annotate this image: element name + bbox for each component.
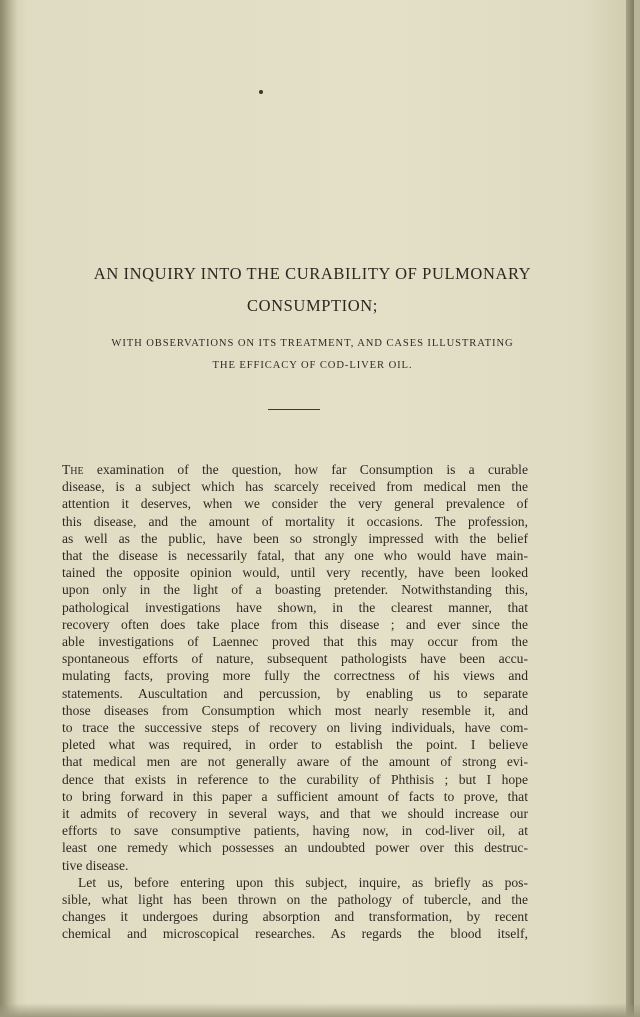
- binding-gutter-shadow: [0, 0, 18, 1017]
- paragraph-line: Let us, before entering upon this subject, inquire, as briefly as pos-: [78, 874, 528, 890]
- paragraph-line: pleted what was required, in order to establish the point. I believe: [62, 737, 528, 753]
- paragraph-line: recovery often does take place from this disease ; and ever since the: [62, 616, 528, 632]
- paragraph-line: it admits of recovery in several ways, and that we should increase our: [62, 806, 528, 821]
- page-edge: [626, 0, 634, 1017]
- paragraph-line: attention it deserves, when we consider the very general prevalence of: [62, 496, 528, 512]
- paragraph-line: spontaneous efforts of nature, subsequent pathologists have been accu-: [62, 651, 528, 667]
- paragraph-line: that the disease is necessarily fatal, that any one who would have main-: [62, 548, 528, 563]
- paragraph-line: mulating facts, proving more fully the correctness of his views and: [62, 668, 528, 684]
- paragraph-line: upon only in the light of a boasting pretender. Notwithstanding this,: [62, 582, 528, 598]
- paragraph-line: dence that exists in reference to the curability of Phthisis ; but I hope: [62, 771, 528, 787]
- paragraph-line: least one remedy which possesses an undoubted power over this destruc-: [62, 840, 528, 856]
- section-divider-rule: [268, 409, 320, 410]
- paragraph-line: statements. Auscultation and percussion, by enabling us to separate: [62, 685, 528, 701]
- paragraph-line: [62, 461, 528, 478]
- article-title-line-1: AN INQUIRY INTO THE CURABILITY OF PULMONARY: [93, 264, 532, 283]
- paragraph-line: disease, is a subject which has scarcely received from medical men the: [62, 479, 528, 495]
- paragraph-line: changes it undergoes during absorption and transformation, by recent: [62, 909, 528, 925]
- paragraph-line: that medical men are not generally aware of the amount of strong evi-: [62, 754, 528, 770]
- paragraph-line: to bring forward in this paper a sufficient amount of facts to prove, that: [62, 788, 528, 804]
- paragraph-line: sible, what light has been thrown on the pathology of tubercle, and the: [62, 892, 528, 907]
- drop-word: The: [62, 462, 84, 477]
- line-text: examination of the question, how far Consumption is a curable: [83, 462, 528, 477]
- paragraph-line: tive disease.: [62, 857, 129, 873]
- paragraph-line: chemical and microscopical researches. As regards the blood itself,: [62, 926, 528, 942]
- article-subtitle-line-2: THE EFFICACY OF COD-LIVER OIL.: [212, 360, 413, 371]
- paragraph-line: tained the opposite opinion would, until very recently, have been looked: [62, 565, 528, 581]
- article-title-line-2: CONSUMPTION;: [247, 296, 378, 315]
- printer-mark-dot: [259, 90, 263, 94]
- page-bottom-edge: [0, 1003, 640, 1017]
- paragraph-line: efforts to save consumptive patients, having now, in cod-liver oil, at: [62, 823, 528, 839]
- paragraph-line: those diseases from Consumption which most nearly resemble it, and: [62, 702, 528, 718]
- paragraph-line: as well as the public, have been so strongly impressed with the belief: [62, 530, 528, 546]
- paragraph-line: this disease, and the amount of mortality it occasions. The profession,: [62, 513, 528, 529]
- article-subtitle-line-1: WITH OBSERVATIONS ON ITS TREATMENT, AND CASES ILLUSTRATING: [111, 338, 514, 349]
- paragraph-line: to trace the successive steps of recovery on living individuals, have com-: [62, 720, 528, 735]
- paragraph-line: pathological investigations have shown, in the clearest manner, that: [62, 599, 528, 615]
- paragraph-line: able investigations of Laennec proved that this may occur from the: [62, 634, 528, 649]
